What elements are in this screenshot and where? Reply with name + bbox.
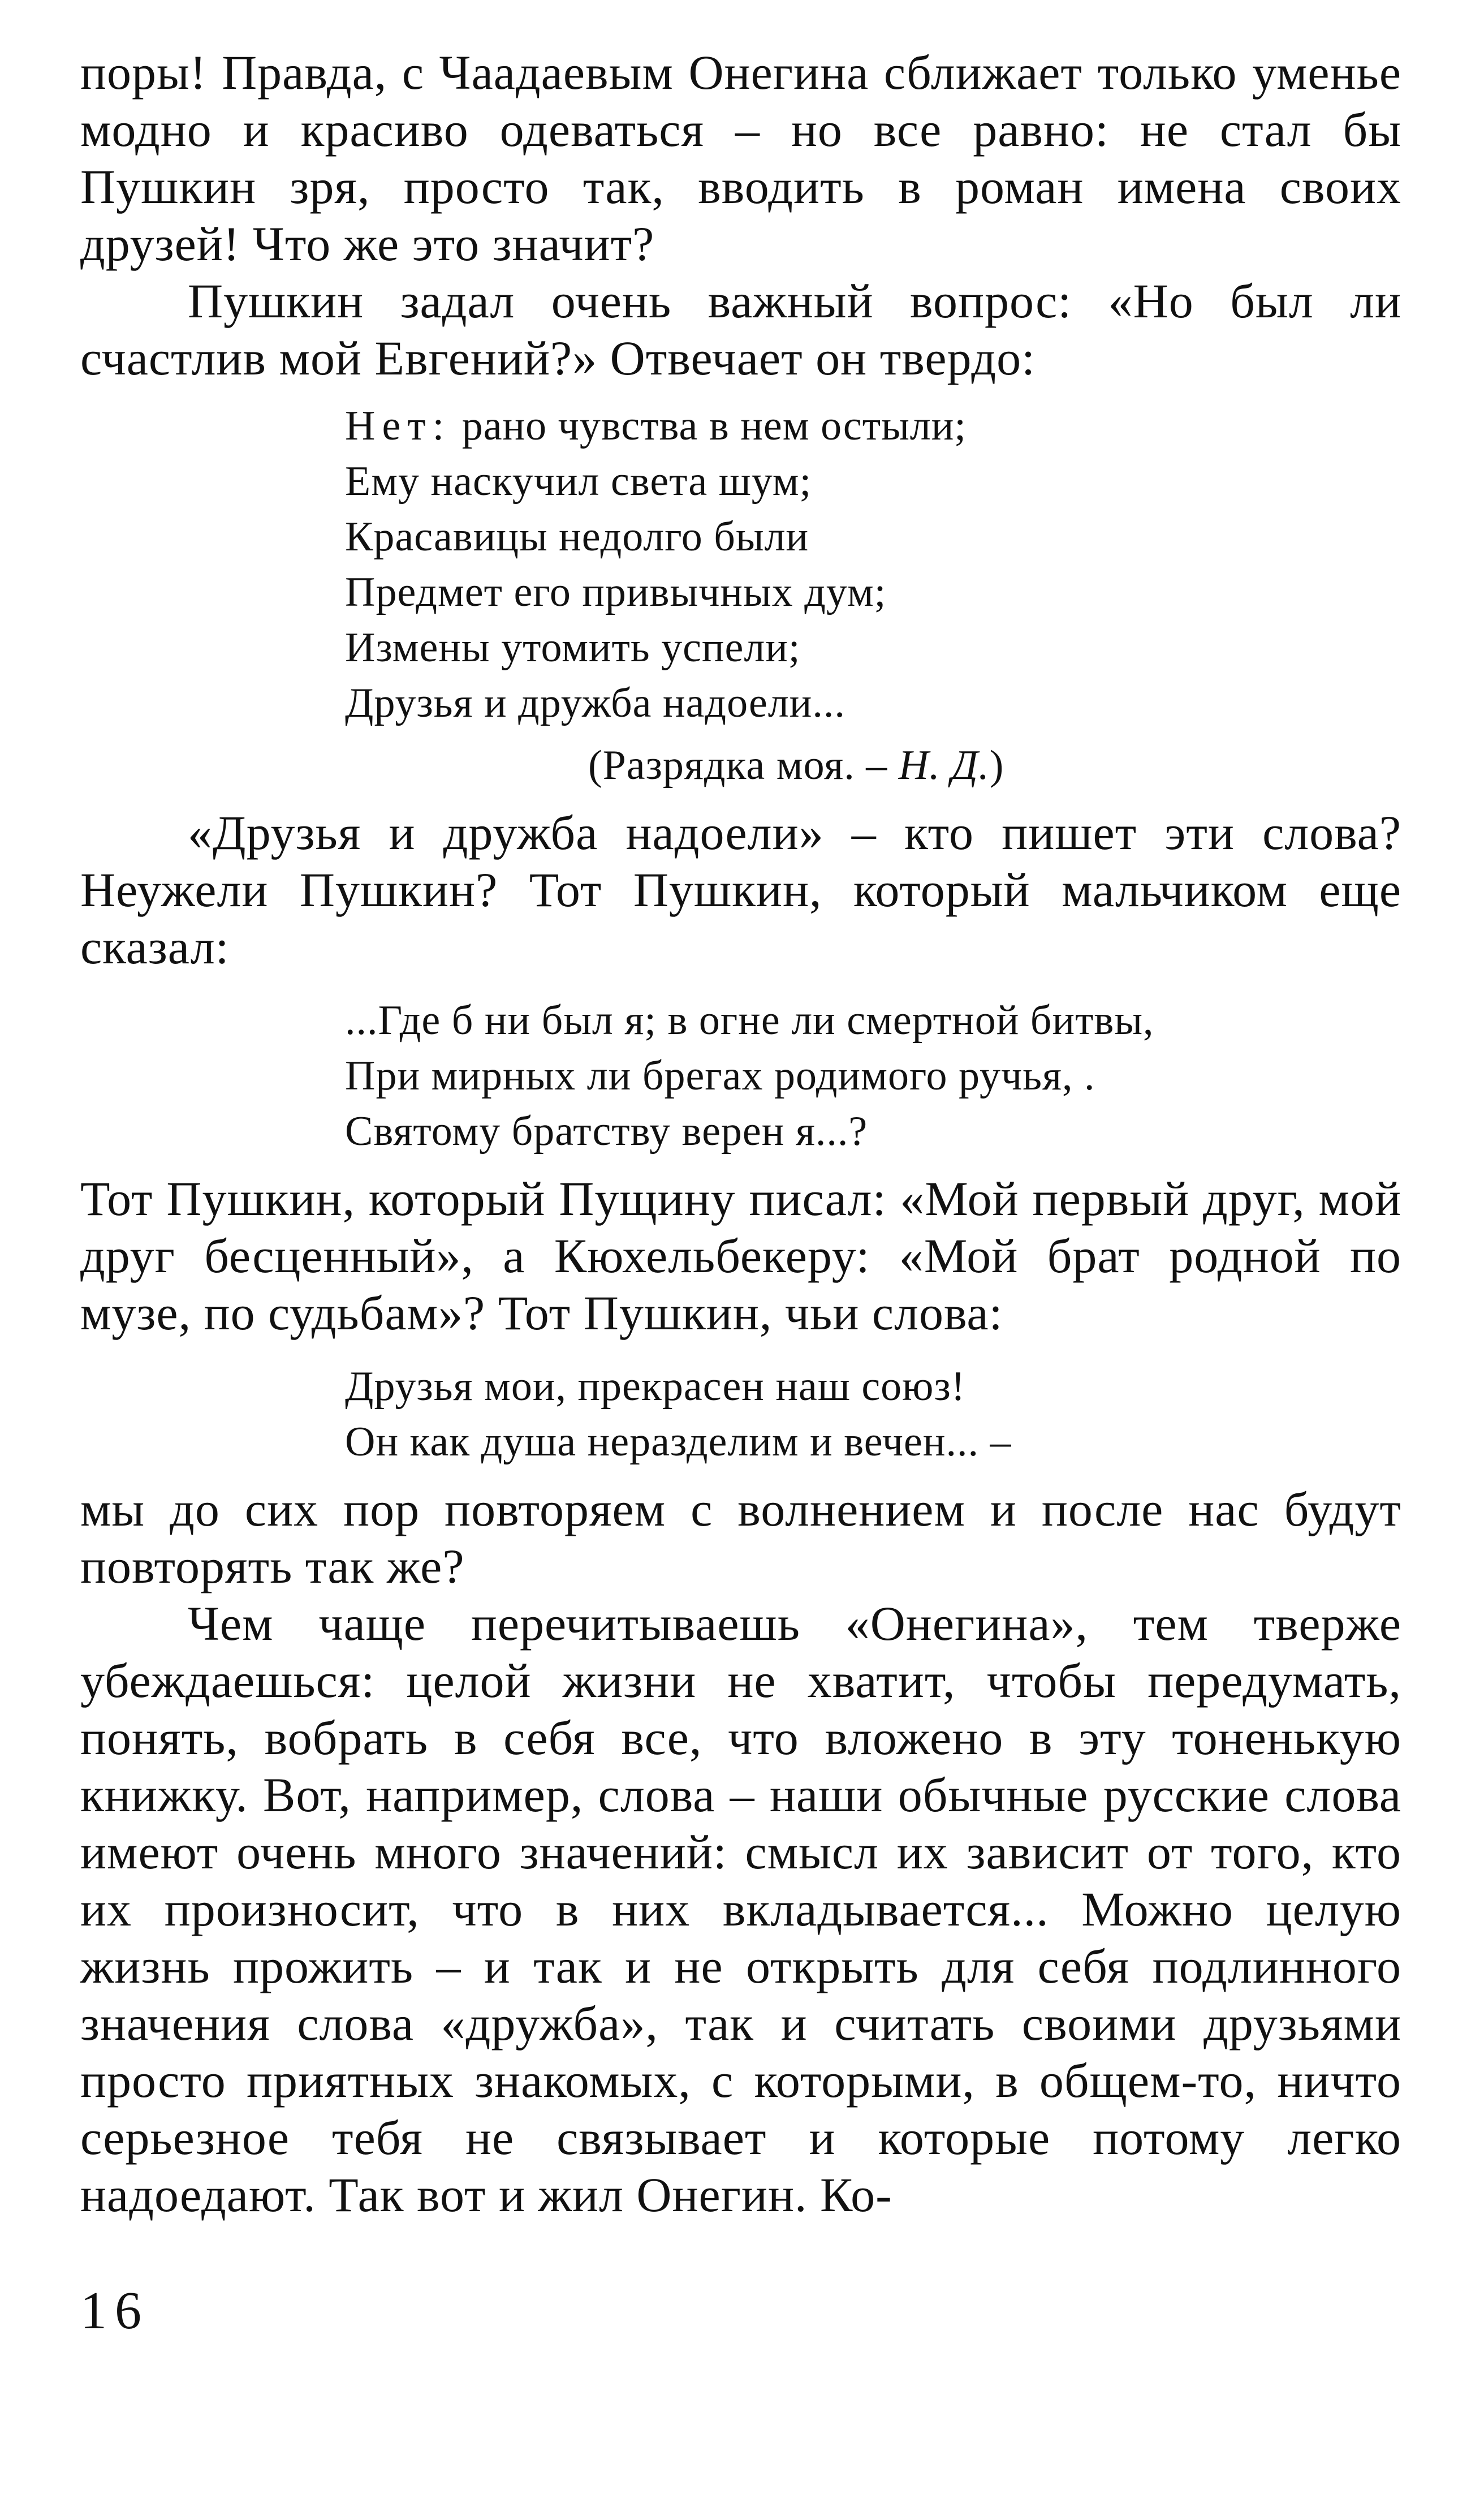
paragraph-4: Тот Пушкин, который Пущину писал: «Мой первый друг, мой друг бесценный», а Кюхельбекеру: «Мой брат родной по музе, по судьбам»? Тот Пушкин, чьи слова:	[80, 1171, 1401, 1340]
verse-line-rest: рано чувства в нем остыли;	[451, 403, 967, 449]
verse-line: Друзья мои, прекрасен наш союз!	[345, 1363, 966, 1410]
text-column	[80, 44, 1401, 2224]
paragraph-6: Чем чаще перечитываешь «Онегина», тем тверже убеждаешься: целой жизни не хватит, чтобы передумать, понять, вобрать в себя все, что вложено в эту тоненькую книжку. Вот, например, слова – наши обычные русские слова имеют очень много значений: смысл их зависит от того, кто их произносит, что в них вкладывается... Можно целую жизнь прожить – и так и не открыть для себя подлинного значения слова «дружба», так и считать своими друзьями просто приятных знакомых, с которыми, в общем-то, ничто серьезное тебя не связывает и которые потому легко надоедают. Так вот и жил Онегин. Ко-	[80, 1596, 1401, 2222]
verse-line: Святому братству верен я...?	[345, 1108, 868, 1155]
attribution-prefix: (Разрядка моя. –	[588, 742, 899, 789]
verse-quote-onegin	[345, 398, 1401, 731]
emphasis-attribution	[588, 734, 1401, 796]
paragraph-2: Пушкин задал очень важный вопрос: «Но был ли счастлив мой Евгений?» Отвечает он твердо:	[80, 274, 1401, 385]
verse-line: ...Где б ни был я; в огне ли смертной битвы,	[345, 997, 1154, 1044]
verse-quote-brotherhood	[345, 993, 1401, 1159]
verse-line: При мирных ли брегах родимого ручья, .	[345, 1053, 1095, 1099]
paragraph-3: «Друзья и дружба надоели» – кто пишет эти слова? Неужели Пушкин? Тот Пушкин, который мальчиком еще сказал:	[80, 805, 1401, 974]
verse-line: Измены утомить успели;	[345, 624, 801, 671]
author-initials: Н. Д.	[898, 742, 990, 789]
attribution-suffix: )	[989, 742, 1004, 789]
paragraph-5: мы до сих пор повторяем с волнением и после нас будут повторять так же?	[80, 1482, 1401, 1593]
verse-line	[345, 398, 1401, 454]
paragraph-1: поры! Правда, с Чаадаевым Онегина сближает только уменье модно и красиво одеваться – но все равно: не стал бы Пушкин зря, просто так, вводить в роман имена своих друзей! Что же это значит?	[80, 45, 1401, 271]
verse-line: Ему наскучил света шум;	[345, 458, 812, 505]
verse-line: Красавицы недолго были	[345, 514, 809, 560]
verse-line: Друзья и дружба надоели...	[345, 680, 845, 726]
spaced-emphasis-word: Нет:	[345, 403, 451, 449]
verse-line: Он как душа неразделим и вечен... –	[345, 1419, 1012, 1465]
verse-quote-union	[345, 1359, 1401, 1470]
verse-line: Предмет его привычных дум;	[345, 569, 887, 615]
page-number: 16	[80, 2281, 149, 2340]
